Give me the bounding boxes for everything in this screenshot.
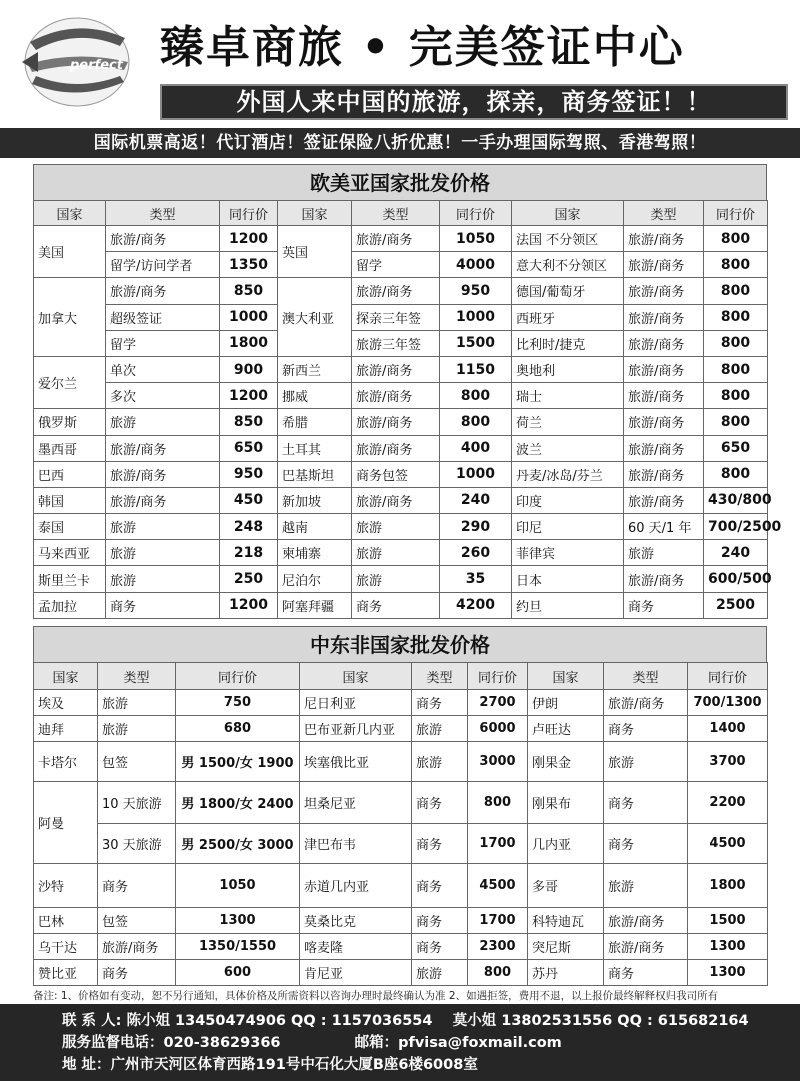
country-cell: 挪威	[278, 383, 352, 409]
country-cell: 菲律宾	[512, 540, 624, 566]
visa-type-cell: 旅游/商务	[624, 356, 704, 382]
price-cell: 290	[440, 514, 512, 540]
price-cell: 1800	[220, 330, 278, 356]
section-title: 中东非国家批发价格	[33, 626, 767, 662]
visa-type-cell: 旅游/商务	[624, 252, 704, 278]
table-row	[34, 540, 768, 566]
visa-type-cell: 商务	[352, 592, 440, 618]
visa-type-cell: 商务	[604, 782, 688, 824]
country-cell: 刚果金	[528, 742, 604, 782]
price-cell: 680	[176, 716, 300, 742]
visa-type-cell: 旅游/商务	[604, 934, 688, 960]
price-cell: 700/1300	[688, 690, 768, 716]
price-cell: 700/2500	[704, 514, 768, 540]
visa-type-cell: 旅游/商务	[352, 435, 440, 461]
price-cell: 1000	[220, 304, 278, 330]
table-row	[34, 252, 768, 278]
country-cell: 尼泊尔	[278, 566, 352, 592]
country-cell: 英国	[278, 226, 352, 278]
country-cell: 赞比亚	[34, 960, 98, 986]
visa-type-cell: 旅游/商务	[106, 461, 220, 487]
country-cell: 埃及	[34, 690, 98, 716]
price-cell: 800	[704, 278, 768, 304]
country-cell: 阿曼	[34, 782, 98, 864]
visa-type-cell: 旅游	[106, 566, 220, 592]
price-cell: 1200	[220, 226, 278, 252]
price-cell: 35	[440, 566, 512, 592]
column-header: 类型	[106, 201, 220, 226]
price-cell: 430/800	[704, 487, 768, 513]
phone-email-line	[62, 1032, 800, 1054]
price-cell: 800	[440, 383, 512, 409]
country-cell: 波兰	[512, 435, 624, 461]
price-cell: 4500	[688, 824, 768, 864]
country-cell: 喀麦隆	[300, 934, 412, 960]
price-cell: 1050	[440, 226, 512, 252]
table-row	[34, 934, 768, 960]
country-cell: 伊朗	[528, 690, 604, 716]
country-cell: 多哥	[528, 864, 604, 908]
header	[0, 0, 800, 128]
price-cell: 800	[704, 356, 768, 382]
visa-type-cell: 商务	[98, 960, 176, 986]
address-label: 地 址：	[62, 1057, 111, 1073]
price-cell: 400	[440, 435, 512, 461]
price-cell: 4500	[468, 864, 528, 908]
column-header: 国家	[34, 201, 106, 226]
visa-type-cell: 旅游/商务	[106, 487, 220, 513]
table-row	[34, 908, 768, 934]
visa-type-cell: 旅游	[624, 540, 704, 566]
price-cell: 6000	[468, 716, 528, 742]
price-cell: 1000	[440, 304, 512, 330]
table-row	[34, 864, 768, 908]
visa-type-cell: 旅游/商务	[624, 278, 704, 304]
country-cell: 土耳其	[278, 435, 352, 461]
price-cell: 240	[440, 487, 512, 513]
column-header: 同行价	[220, 201, 278, 226]
visa-type-cell: 旅游/商务	[352, 409, 440, 435]
visa-type-cell: 10 天旅游	[98, 782, 176, 824]
price-cell: 650	[704, 435, 768, 461]
price-cell: 450	[220, 487, 278, 513]
price-cell: 800	[704, 383, 768, 409]
column-header: 类型	[624, 201, 704, 226]
column-header: 国家	[34, 663, 98, 690]
price-cell: 750	[176, 690, 300, 716]
price-cell: 800	[440, 409, 512, 435]
visa-type-cell: 旅游/商务	[352, 278, 440, 304]
country-cell: 孟加拉	[34, 592, 106, 618]
table-row	[34, 226, 768, 252]
price-cell: 1150	[440, 356, 512, 382]
price-cell: 男 1800/女 2400	[176, 782, 300, 824]
address-line	[62, 1054, 800, 1076]
country-cell: 赤道几内亚	[300, 864, 412, 908]
country-cell: 新加坡	[278, 487, 352, 513]
price-cell: 男 2500/女 3000	[176, 824, 300, 864]
price-cell: 4000	[440, 252, 512, 278]
phone-number: 020-38629366	[163, 1035, 281, 1051]
visa-type-cell: 商务	[604, 716, 688, 742]
price-cell: 1300	[688, 934, 768, 960]
country-cell: 巴布亚新几内亚	[300, 716, 412, 742]
price-cell: 1050	[176, 864, 300, 908]
country-cell: 乌干达	[34, 934, 98, 960]
country-cell: 西班牙	[512, 304, 624, 330]
table-row	[34, 330, 768, 356]
country-cell: 莫桑比克	[300, 908, 412, 934]
visa-type-cell: 探亲三年签	[352, 304, 440, 330]
visa-type-cell: 旅游三年签	[352, 330, 440, 356]
svg-text:perfect: perfect	[70, 58, 123, 73]
visa-type-cell: 包签	[98, 742, 176, 782]
price-cell: 男 1500/女 1900	[176, 742, 300, 782]
table-row	[34, 782, 768, 824]
price-cell: 1300	[176, 908, 300, 934]
address-text: 广州市天河区体育西路191号中石化大厦B座6楼6008室	[110, 1057, 478, 1073]
price-cell: 950	[220, 461, 278, 487]
visa-type-cell: 多次	[106, 383, 220, 409]
price-cell: 600/500	[704, 566, 768, 592]
visa-type-cell: 旅游	[412, 960, 468, 986]
table-row	[34, 690, 768, 716]
contact-line	[62, 1010, 800, 1032]
price-cell: 800	[704, 252, 768, 278]
visa-type-cell: 旅游/商务	[604, 690, 688, 716]
country-cell: 巴西	[34, 461, 106, 487]
country-cell: 日本	[512, 566, 624, 592]
country-cell: 刚果布	[528, 782, 604, 824]
country-cell: 泰国	[34, 514, 106, 540]
slogan-banner: 外国人来中国的旅游，探亲，商务签证！！	[160, 84, 788, 120]
price-cell: 1700	[468, 908, 528, 934]
column-header: 同行价	[468, 663, 528, 690]
country-cell: 新西兰	[278, 356, 352, 382]
table-row	[34, 461, 768, 487]
price-cell: 250	[220, 566, 278, 592]
column-header: 类型	[604, 663, 688, 690]
visa-type-cell: 旅游/商务	[624, 566, 704, 592]
visa-type-cell: 旅游	[98, 690, 176, 716]
brand-title: 臻卓商旅 • 完美签证中心	[160, 22, 685, 73]
country-cell: 坦桑尼亚	[300, 782, 412, 824]
price-cell: 800	[704, 409, 768, 435]
visa-type-cell: 商务	[106, 592, 220, 618]
country-cell: 马来西亚	[34, 540, 106, 566]
table-row	[34, 514, 768, 540]
table-row	[34, 824, 768, 864]
visa-type-cell: 商务	[604, 824, 688, 864]
visa-type-cell: 旅游/商务	[624, 487, 704, 513]
visa-type-cell: 旅游	[106, 540, 220, 566]
visa-type-cell: 旅游/商务	[624, 461, 704, 487]
visa-type-cell: 旅游	[352, 514, 440, 540]
country-cell: 韩国	[34, 487, 106, 513]
visa-type-cell: 旅游/商务	[624, 383, 704, 409]
price-cell: 1500	[440, 330, 512, 356]
price-cell: 1200	[220, 383, 278, 409]
price-cell: 2300	[468, 934, 528, 960]
email-address: pfvisa@foxmail.com	[398, 1035, 562, 1051]
country-cell: 约旦	[512, 592, 624, 618]
visa-type-cell: 旅游/商务	[624, 435, 704, 461]
phone-label: 服务监督电话：	[62, 1035, 164, 1051]
euro-america-asia-section	[33, 164, 782, 619]
price-cell: 1350/1550	[176, 934, 300, 960]
column-header: 同行价	[176, 663, 300, 690]
column-header: 同行价	[688, 663, 768, 690]
visa-type-cell: 旅游	[604, 742, 688, 782]
visa-type-cell: 商务	[412, 864, 468, 908]
country-cell: 爱尔兰	[34, 356, 106, 408]
country-cell: 突尼斯	[528, 934, 604, 960]
column-header: 同行价	[440, 201, 512, 226]
visa-type-cell: 旅游	[412, 716, 468, 742]
column-header: 国家	[278, 201, 352, 226]
middle-east-africa-section	[33, 626, 767, 986]
table-row	[34, 304, 768, 330]
visa-type-cell: 旅游/商务	[624, 226, 704, 252]
country-cell: 印度	[512, 487, 624, 513]
price-cell: 1500	[688, 908, 768, 934]
column-header: 类型	[98, 663, 176, 690]
visa-type-cell: 商务	[412, 908, 468, 934]
visa-type-cell: 旅游/商务	[106, 278, 220, 304]
price-cell: 600	[176, 960, 300, 986]
price-cell: 950	[440, 278, 512, 304]
country-cell: 法国 不分领区	[512, 226, 624, 252]
column-header: 国家	[512, 201, 624, 226]
table-row	[34, 716, 768, 742]
price-cell: 800	[704, 461, 768, 487]
contact-2: 莫小姐 13802531556 QQ : 615682164	[452, 1013, 749, 1029]
visa-type-cell: 旅游	[106, 409, 220, 435]
country-cell: 沙特	[34, 864, 98, 908]
visa-type-cell: 单次	[106, 356, 220, 382]
perfect-logo-icon	[20, 12, 135, 112]
country-cell: 几内亚	[528, 824, 604, 864]
visa-type-cell: 60 天/1 年	[624, 514, 704, 540]
price-cell: 800	[704, 304, 768, 330]
country-cell: 埃塞俄比亚	[300, 742, 412, 782]
column-header: 国家	[528, 663, 604, 690]
table-row	[34, 278, 768, 304]
table-row	[34, 487, 768, 513]
column-header: 同行价	[704, 201, 768, 226]
country-cell: 荷兰	[512, 409, 624, 435]
visa-type-cell: 旅游	[98, 716, 176, 742]
price-table-2	[33, 662, 768, 986]
visa-type-cell: 旅游	[106, 514, 220, 540]
remark-note: 备注: 1、价格如有变动，恕不另行通知，具体价格及所需资料以咨询办理时最终确认为准 2、如遇拒签，费用不退，以上报价最终解释权归我司所有	[33, 990, 719, 1002]
price-cell: 1700	[468, 824, 528, 864]
country-cell: 希腊	[278, 409, 352, 435]
visa-type-cell: 旅游	[352, 566, 440, 592]
table-row	[34, 566, 768, 592]
contact-label: 联 系 人:	[62, 1013, 122, 1029]
column-header: 类型	[352, 201, 440, 226]
country-cell: 津巴布韦	[300, 824, 412, 864]
visa-type-cell: 留学	[352, 252, 440, 278]
country-cell: 苏丹	[528, 960, 604, 986]
promo-banner: 国际机票高返！代订酒店！签证保险八折优惠！一手办理国际驾照、香港驾照！	[0, 128, 800, 158]
contact-1: 陈小姐 13450474906 QQ : 1157036554	[126, 1013, 433, 1029]
visa-type-cell: 留学	[106, 330, 220, 356]
price-cell: 260	[440, 540, 512, 566]
price-cell: 800	[704, 330, 768, 356]
visa-type-cell: 超级签证	[106, 304, 220, 330]
section-title: 欧美亚国家批发价格	[33, 164, 767, 200]
price-cell: 1350	[220, 252, 278, 278]
price-cell: 248	[220, 514, 278, 540]
country-cell: 墨西哥	[34, 435, 106, 461]
visa-type-cell: 旅游/商务	[352, 226, 440, 252]
visa-type-cell: 旅游/商务	[106, 435, 220, 461]
contact-footer	[0, 1004, 800, 1081]
visa-type-cell: 旅游	[412, 742, 468, 782]
country-cell: 巴基斯坦	[278, 461, 352, 487]
table-row	[34, 409, 768, 435]
table-row	[34, 435, 768, 461]
price-cell: 3000	[468, 742, 528, 782]
country-cell: 巴林	[34, 908, 98, 934]
visa-type-cell: 商务	[412, 824, 468, 864]
visa-type-cell: 旅游/商务	[352, 487, 440, 513]
visa-type-cell: 旅游/商务	[604, 908, 688, 934]
price-table-1	[33, 200, 782, 619]
visa-type-cell: 商务	[604, 960, 688, 986]
table-row	[34, 592, 768, 618]
country-cell: 丹麦/冰岛/芬兰	[512, 461, 624, 487]
country-cell: 尼日利亚	[300, 690, 412, 716]
column-header: 类型	[412, 663, 468, 690]
email-label: 邮箱：	[354, 1035, 399, 1051]
country-cell: 卡塔尔	[34, 742, 98, 782]
country-cell: 澳大利亚	[278, 278, 352, 357]
visa-type-cell: 旅游/商务	[624, 304, 704, 330]
country-cell: 奥地利	[512, 356, 624, 382]
visa-type-cell: 商务	[412, 782, 468, 824]
country-cell: 意大利不分领区	[512, 252, 624, 278]
country-cell: 加拿大	[34, 278, 106, 357]
column-header: 国家	[300, 663, 412, 690]
price-cell: 3700	[688, 742, 768, 782]
country-cell: 阿塞拜疆	[278, 592, 352, 618]
visa-type-cell: 旅游/商务	[624, 330, 704, 356]
price-cell: 1300	[688, 960, 768, 986]
visa-type-cell: 旅游	[604, 864, 688, 908]
price-cell: 2500	[704, 592, 768, 618]
visa-type-cell: 包签	[98, 908, 176, 934]
price-cell: 850	[220, 278, 278, 304]
price-cell: 800	[468, 960, 528, 986]
country-cell: 瑞士	[512, 383, 624, 409]
table-row	[34, 356, 768, 382]
table-row	[34, 383, 768, 409]
visa-type-cell: 30 天旅游	[98, 824, 176, 864]
visa-type-cell: 商务	[412, 934, 468, 960]
table-row	[34, 960, 768, 986]
country-cell: 迪拜	[34, 716, 98, 742]
price-cell: 850	[220, 409, 278, 435]
country-cell: 越南	[278, 514, 352, 540]
price-cell: 1200	[220, 592, 278, 618]
price-cell: 800	[704, 226, 768, 252]
visa-type-cell: 商务包签	[352, 461, 440, 487]
visa-type-cell: 商务	[624, 592, 704, 618]
price-cell: 4200	[440, 592, 512, 618]
country-cell: 印尼	[512, 514, 624, 540]
price-cell: 650	[220, 435, 278, 461]
country-cell: 美国	[34, 226, 106, 278]
price-cell: 1400	[688, 716, 768, 742]
visa-type-cell: 留学/访问学者	[106, 252, 220, 278]
country-cell: 柬埔寨	[278, 540, 352, 566]
price-cell: 1800	[688, 864, 768, 908]
visa-type-cell: 旅游	[352, 540, 440, 566]
visa-type-cell: 旅游/商务	[624, 409, 704, 435]
price-cell: 900	[220, 356, 278, 382]
visa-type-cell: 旅游/商务	[106, 226, 220, 252]
country-cell: 德国/葡萄牙	[512, 278, 624, 304]
country-cell: 卢旺达	[528, 716, 604, 742]
country-cell: 科特迪瓦	[528, 908, 604, 934]
country-cell: 肯尼亚	[300, 960, 412, 986]
price-cell: 1000	[440, 461, 512, 487]
price-cell: 218	[220, 540, 278, 566]
table-row	[34, 742, 768, 782]
price-cell: 240	[704, 540, 768, 566]
visa-type-cell: 旅游/商务	[352, 383, 440, 409]
visa-type-cell: 旅游/商务	[352, 356, 440, 382]
price-cell: 2200	[688, 782, 768, 824]
country-cell: 斯里兰卡	[34, 566, 106, 592]
price-cell: 2700	[468, 690, 528, 716]
visa-type-cell: 商务	[412, 690, 468, 716]
price-cell: 800	[468, 782, 528, 824]
visa-type-cell: 商务	[98, 864, 176, 908]
country-cell: 俄罗斯	[34, 409, 106, 435]
country-cell: 比利时/捷克	[512, 330, 624, 356]
visa-type-cell: 旅游/商务	[98, 934, 176, 960]
